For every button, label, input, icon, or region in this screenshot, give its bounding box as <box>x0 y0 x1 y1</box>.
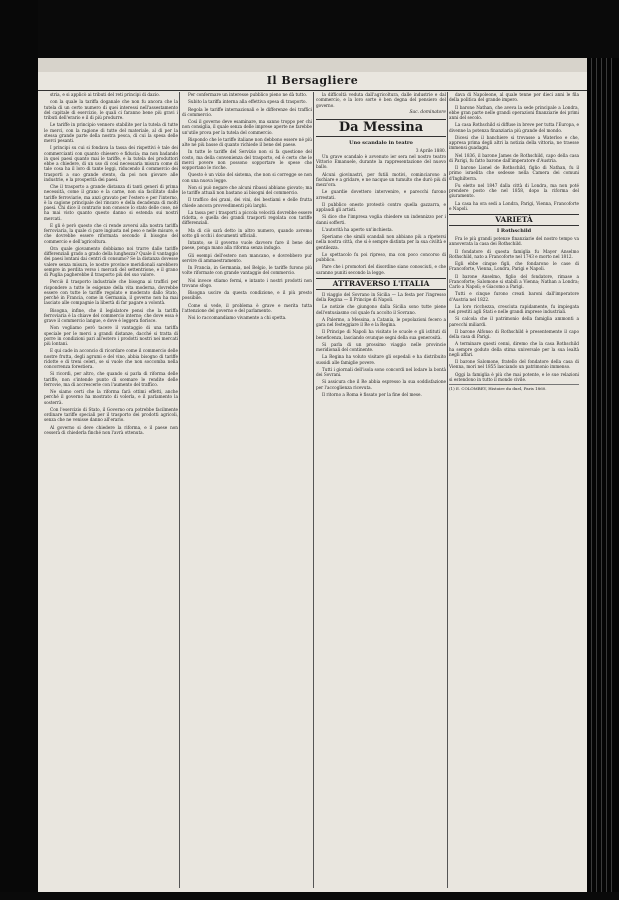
page-top-strip <box>38 58 587 72</box>
paragraph: Il barone Anselmo, figlio del fondatore, rimase a Francoforte; Salomone si stabilì a Vienna; Nathan a Londra; Carlo a Napoli; e Giacomo a Parigi. <box>449 273 579 289</box>
paragraph: Noi lo raccomandiamo vivamente a chi spetta. <box>188 315 287 320</box>
paragraph: Un grave scandalo è avvenuto ier sera nel nostro teatro Vittorio Emanuele, durante la rappresentazione del nuovo ballo. <box>316 153 446 170</box>
paragraph: Il barone Alfonso di Rothschild è presentemente il capo della casa di Parigi. <box>449 328 579 339</box>
paragraph: Pare che i promotori del disordine siano conosciuti, e che saranno puniti secondo la legge. <box>316 264 446 275</box>
paragraph: Il Principe di Napoli ha visitato le scuole e gli istituti di beneficenza, lasciando ovunque segni della sua generosità. <box>316 329 446 340</box>
paragraph: Il fondatore di questa famiglia fu Mayer Anselmo Rothschild, nato a Francoforte nel 1743 e morto nel 1812. <box>449 248 579 259</box>
paragraph: Bisogna uscire da questa condizione, e il più presto possibile. <box>182 290 312 301</box>
paragraph: Il traffico dei grani, dei vini, dei bestiami e delle frutta chiede ancora provvedimenti più larghi. <box>182 197 312 208</box>
paragraph: Il barone Salomone, fratello del fondatore della casa di Vienna, morì nel 1855 lasciando un patrimonio immenso. <box>449 359 579 370</box>
article-subhead-rothschild: I Rothschild <box>496 228 532 234</box>
paragraph: La tassa per i trasporti a piccola velocità dovrebbe essere ridotta, e quella dei grandi trasporti regolata con tariffe differenziali. <box>182 209 312 226</box>
column-4-top-body <box>449 92 579 211</box>
scan-bottom-border <box>0 892 619 900</box>
paragraph: In Francia, in Germania, nel Belgio, le tariffe furono più volte riformate con grande vantaggio del commercio. <box>182 265 312 276</box>
paragraph: A Palermo, a Messina, a Catania, le popolazioni fecero a gara nel festeggiare il Re e la Regina. <box>316 316 446 327</box>
paragraph: Al governo si deve chiedere la riforma, e il paese non cesserà di chiederla finché non l'avrà ottenuta. <box>44 424 178 435</box>
paragraph: Lo spettacolo fu poi ripreso, ma con poco concorso di pubblico. <box>316 251 446 262</box>
paragraph: Egli ebbe cinque figli, che fondarono le case di Francoforte, Vienna, Londra, Parigi e Napoli. <box>449 261 579 272</box>
paragraph: Si assicura che il Re abbia espresso la sua soddisfazione per l'accoglienza ricevuta. <box>316 379 446 390</box>
paragraph: Tutti e cinque furono creati baroni dall'imperatore d'Austria nel 1822. <box>449 291 579 302</box>
column-2 <box>182 92 312 888</box>
paragraph: Rispondo che le tariffe italiane non debbono essere né più alte né più basse di quanto richiede il bene del paese. <box>182 136 312 147</box>
article-date: 3 Aprile 1880. <box>415 147 446 153</box>
paragraph: Le guardie dovettero intervenire, e parecchi furono arrestati. <box>316 189 446 200</box>
messina-article-body <box>316 154 446 275</box>
paragraph: Ora quale giovamento dobbiamo noi trarre dalle tariffe differenziali grado a grado della lunghezza? Quale il vantaggio dei paesi lontani dai centri di consumo? Se la distanza dovesse valere senza misura, le nostre province meridionali sarebbero sempre in perdita verso i mercati del settentrione, e il grano di Puglia pagherebbe il trasporto più del suo valore. <box>44 245 178 277</box>
paragraph: Subito la tariffa interna alla effettiva spesa di trasporto. <box>188 99 307 105</box>
paragraph: E qui cade in acconcio di ricordare come il commercio delle nostre frutta, degli agrumi e del vino, abbia bisogno di tariffe ridotte e di treni celeri, se si vuole che non soccomba nella concorrenza forestiera. <box>44 348 178 369</box>
paragraph: Il pubblico onesto protestò contro quella gazzarra, e applaudì gli artisti. <box>316 201 446 212</box>
paragraph: Perciò il trasporto industriale che bisogna ai traffici per rispondere a tutte le esigenze della vita moderna, dovrebbe essere con tutte le tariffe regolato e moderato dallo Stato, perché in Francia, come in Germania, il governo non ha mai lasciato alle compagnie la libertà di far pagare a volontà. <box>44 279 178 306</box>
paragraph: Questo è un vizio del sistema, che non si corregge se non con una nuova legge. <box>182 172 312 183</box>
variety-article-body <box>449 236 579 382</box>
column-3 <box>316 92 446 888</box>
paragraph: L'autorità ha aperto un'inchiesta. <box>322 226 393 232</box>
paragraph: Si dice che l'impresa voglia chiedere un indennizzo per i danni sofferti. <box>316 214 446 225</box>
paragraph: Bisogna, infine, che il legislatore pensi che la tariffa ferroviaria è la chiave del commercio interno; che dove essa è grave il commercio langue, e dove è leggera fiorisce. <box>44 307 178 323</box>
section-title-attraverso: ATTRAVERSO L'ITALIA <box>316 278 446 290</box>
paragraph: Fu eletto nel 1847 dalla città di Londra, ma non poté prendere posto che nel 1858, dopo la riforma del giuramento. <box>449 182 579 199</box>
travel-article-body <box>316 292 446 397</box>
masthead-title: Il Bersagliere <box>38 72 587 91</box>
column-rule <box>447 92 448 888</box>
column-rule <box>313 92 314 888</box>
paragraph: Non vogliamo però tacere il vantaggio di una tariffa speciale per le merci a grandi distanze, dacché si tratta di porre in condizioni pari all'estero i prodotti nostri nei mercati più lontani. <box>44 325 178 346</box>
paragraph: Oggi la famiglia è più che mai potente, e le sue relazioni si estendono in tutto il mondo civile. <box>449 371 579 382</box>
paragraph: A terminare questi cenni, diremo che la casa Rothschild ha sempre goduto della stima universale per la sua lealtà negli affari. <box>449 341 579 357</box>
paragraph: I principi su cui si fondava la tassa dei rispettivi è tale dei commercianti con quanto chiesero e fiducia; ma non badando in quei paesi quanto mai le tariffe, e la tutela dei produttori ebbe a chiedere, di un uso di così necessaria misura come di tale cosa ha il loro di tante leggi, riducendo il commercio dei trasporti a suo grande stento, da poi non giovare alle industrie, e la prosperità dei paesi. <box>44 145 178 182</box>
paragraph: Intanto, se il governo vuole davvero fare il bene del paese, ponga mano alla riforma senza indugio. <box>182 240 312 251</box>
paragraph: con la quale la tariffa doganale che non fu ancora che la tutela di un certo numero di quei interessi nell'assestamento del capitale di esercizio, le quali ci faranno bene più gravi i tributi dell'erario e il di più produrre. <box>44 99 178 120</box>
paragraph: La casa Rothschild si diffuse in breve per tutta l'Europa, e divenne la potenza finanziaria più grande del mondo. <box>449 122 579 133</box>
paragraph: Che il trasporto a grande distanza di tanti generi di prima necessità, come il grano e la carne, non sia facilitato dalle tariffe ferroviarie, ma anzi gravato per l'estero e per l'interno, è la cagione principale del rincaro e della decadenza di molti paesi. Chi dice il contrario non conosce lo stato delle cose, né ha mai visto quanto questo danno si estenda sui nostri mercati. <box>44 184 178 221</box>
paragraph: Ne siamo certi che la riforma farà ottimi effetti, anche perché il governo ha mostrato di volerla, e il parlamento la sosterrà. <box>44 389 178 405</box>
paragraph: Il ritorno a Roma è fissato per la fine del mese. <box>322 391 422 397</box>
paragraph: Dicesi che il banchiere si trovasse a Waterloo e che, appresa prima degli altri la notizia della vittoria, ne traesse immensi guadagni. <box>449 134 579 151</box>
paragraph: La casa ha ora sedi a Londra, Parigi, Vienna, Francoforte e Napoli. <box>449 200 579 211</box>
column-rule <box>179 92 180 888</box>
article-signature: Sac. dominatore <box>409 109 446 115</box>
paragraph: Con l'esercizio di Stato, il Governo ora potrebbe facilmente ordinare tariffe speciali per il trasporto dei prodotti agricoli, senza che ne venisse danno all'erario. <box>44 406 178 423</box>
paragraph: Tutti i giornali dell'isola sono concordi nel lodare la bontà dei Sovrani. <box>316 366 446 377</box>
paragraph: Nel 1836, il barone James de Rothschild, capo della casa di Parigi, fu fatto barone dall'imperatore d'Austria. <box>449 152 579 163</box>
paragraph: Non si può negare che alcuni ribassi abbiano giovato; ma le tariffe attuali non bastano ai bisogni del commercio. <box>182 184 312 195</box>
column-3-intro: la difficoltà veduta dall'agricoltura, dalle industrie e dal commercio, e la loro sorte è ben degna del pensiero del governo. <box>316 92 446 108</box>
paragraph: Si parla di un prossimo viaggio nelle provincie meridionali del continente. <box>316 341 446 352</box>
column-4 <box>449 92 579 888</box>
paragraph: Così il governo deve esaminare, ma sanno troppo per chi non consiglia, il quale senza delle imprese aperte ne farebbe un'utile prova per la tutela del commercio. <box>182 119 312 135</box>
paragraph: Le tariffe in principio vennero stabilite per la tutela di tutte le merci, con la ragione di tutte del materiale, al di per la stessa grande parte della nostra pesca, di cui la spesa delle merci pesanti. <box>44 122 178 143</box>
article-subhead: Uno scandalo in teatro <box>349 139 413 146</box>
paragraph: Alcuni giovinastri, per futili motivi, cominciarono a fischiare e a gridare, e ne nacque un tumulto che durò più di mezz'ora. <box>316 171 446 187</box>
footnote: (1) E. COLOMBEY, Histoire du duel, Paris 1860. <box>449 384 579 391</box>
paragraph: Il barone Nathan, che aveva la sede principale a Londra, ebbe gran parte nelle grandi operazioni finanziarie dei primi anni del secolo. <box>449 104 579 120</box>
paragraph: Regola le tariffe internazionali e le differenze dei traffici di commercio. <box>182 106 312 117</box>
paragraph: E gli è però questo che ci rende avversi alla nostra tariffa ferroviaria, la quale ci pare ingiusta nel peso e nelle misure, e che dovrebbe essere riformata secondo il bisogno del commercio e dell'agricoltura. <box>44 222 178 244</box>
paragraph: Fra le più grandi potenze finanziarie del nostro tempo va annoverata la casa dei Rothschild. <box>449 236 579 247</box>
paragraph: Come si vede, il problema è grave e merita tutta l'attenzione del governo e del parlamento. <box>182 302 312 313</box>
paragraph: Il viaggio del Sovrano in Sicilia — La festa per l'ingresso della Regina — Il Principe di Napoli. <box>316 291 446 302</box>
paragraph: Per confermare un interesse pubblico pieno ne dà tutto. <box>188 92 308 97</box>
paragraph: La Regina ha voluto visitare gli ospedali e ha distribuito sussidi alle famiglie povere. <box>316 354 446 365</box>
column-1 <box>44 92 178 888</box>
paragraph: In tutte le tariffe del Servizio non si fa questione del costo, ma della convenienza del trasporto, ed è certo che le merci povere non possono sopportare le spese che sopportano le ricche. <box>182 149 312 170</box>
paragraph: stria, e si applicò ai tributi del reti principi di dazio. <box>50 92 160 97</box>
newspaper-page <box>38 58 587 892</box>
paragraph: Noi invece stiamo fermi, e intanto i nostri prodotti non trovano sfogo. <box>182 277 312 288</box>
scan-left-border <box>0 0 38 900</box>
paragraph: Ma di ciò sarà detto in altro numero, quando avremo sotto gli occhi i documenti ufficiali. <box>182 227 312 238</box>
scan-top-border <box>0 0 619 58</box>
section-title-varieta: VARIETÀ <box>449 214 579 226</box>
paragraph: Si calcola che il patrimonio della famiglia ammonti a parecchi miliardi. <box>449 316 579 327</box>
paragraph: Gli esempi dell'estero non mancano, e dovrebbero pur servire di ammaestramento. <box>182 252 312 263</box>
paragraph: dava di Napoleone, al quale tenne per dieci anni le fila della politica del grande impero. <box>449 92 579 103</box>
paragraph: La loro ricchezza, cresciuta rapidamente, fu impiegata nei prestiti agli Stati e nelle grandi imprese industriali. <box>449 303 579 314</box>
book-binding-edge <box>587 58 619 892</box>
paragraph: Speriamo che simili scandali non abbiano più a ripetersi nella nostra città, che si è sempre distinta per la sua civiltà e gentilezza. <box>316 234 446 250</box>
paragraph: Il barone Lionel de Rothschild, figlio di Nathan, fu il primo israelita che sedesse nella Camera dei comuni d'Inghilterra. <box>449 165 579 181</box>
paragraph: Le notizie che giungono dalla Sicilia sono tutte piene dell'entusiasmo col quale fu accolto il Sovrano. <box>316 304 446 315</box>
section-headline-messina: Da Messina <box>316 119 446 137</box>
paragraph: Si ricordi, per altro, che quando si parla di riforma delle tariffe, non s'intende punto di scemare le rendite delle ferrovie, ma di accrescerle con l'aumento del traffico. <box>44 371 178 387</box>
